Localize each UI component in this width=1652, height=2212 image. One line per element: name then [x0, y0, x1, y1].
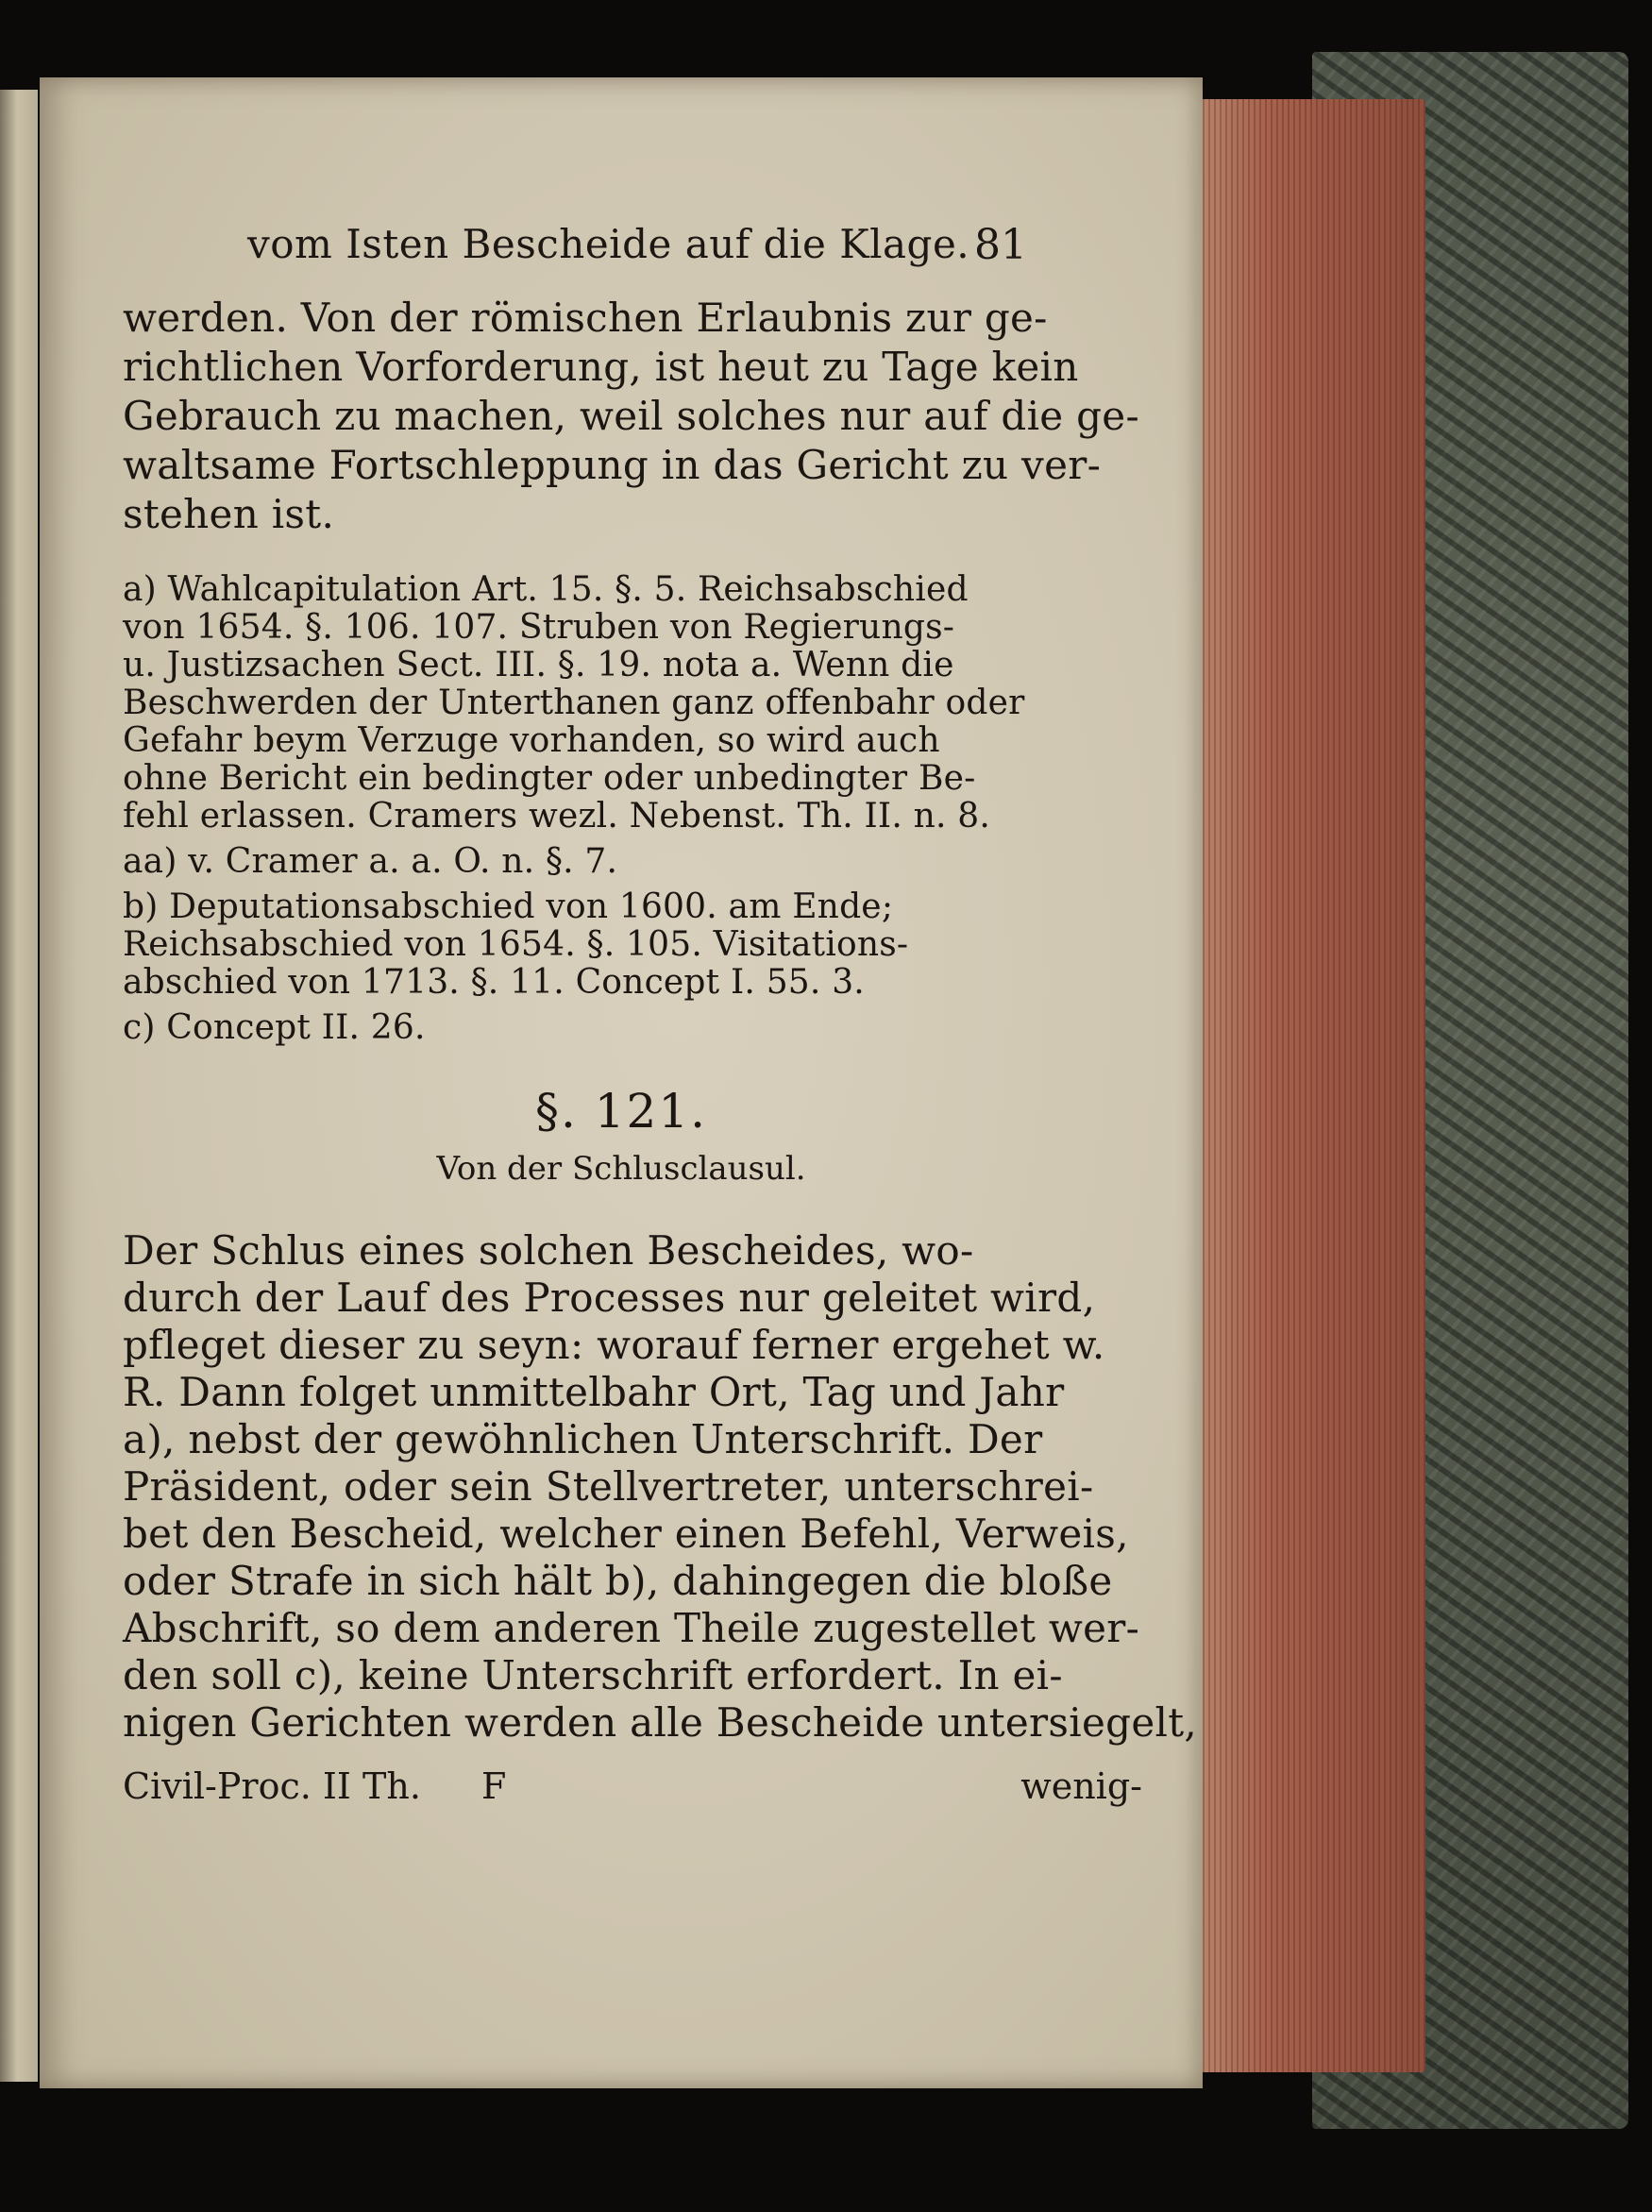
- running-head: vom Isten Bescheide auf die Klage.: [247, 221, 970, 267]
- catchword: wenig-: [1020, 1765, 1142, 1807]
- body-line: den soll c), keine Unterschrift erfordert. In ei-: [123, 1652, 1063, 1698]
- footnote-line: von 1654. §. 106. 107. Struben von Regierungs-: [123, 608, 955, 647]
- footnote-line: fehl erlassen. Cramers wezl. Nebenst. Th. II. n. 8.: [123, 797, 991, 836]
- footnote-line: c) Concept II. 26.: [123, 1008, 426, 1047]
- footnote-line: a) Wahlcapitulation Art. 15. §. 5. Reichsabschied: [123, 570, 969, 609]
- footnote-line: abschied von 1713. §. 11. Concept I. 55. 3.: [123, 963, 865, 1002]
- section-number: §. 121.: [534, 1084, 708, 1139]
- body-line: nigen Gerichten werden alle Bescheide untersiegelt,: [123, 1699, 1198, 1746]
- footnote-line: Reichsabschied von 1654. §. 105. Visitations-: [123, 925, 909, 964]
- body-line: Präsident, oder sein Stellvertreter, unterschrei-: [123, 1463, 1094, 1510]
- section-title: Von der Schlusclausul.: [436, 1150, 806, 1188]
- footnote-line: ohne Bericht ein bedingter oder unbedingter Be-: [123, 759, 976, 798]
- body-line: stehen ist.: [123, 491, 335, 537]
- footnote-line: u. Justizsachen Sect. III. §. 19. nota a. Wenn die: [123, 646, 954, 684]
- body-line: bet den Bescheid, welcher einen Befehl, Verweis,: [123, 1511, 1129, 1557]
- body-line: pfleget dieser zu seyn: worauf ferner ergehet w.: [123, 1322, 1105, 1368]
- page-number: 81: [974, 221, 1027, 269]
- body-line: werden. Von der römischen Erlaubnis zur ge-: [123, 295, 1048, 341]
- body-line: a), nebst der gewöhnlichen Unterschrift. Der: [123, 1416, 1043, 1462]
- footnote-line: Gefahr beym Verzuge vorhanden, so wird auch: [123, 721, 940, 760]
- body-line: waltsame Fortschleppung in das Gericht zu ver-: [123, 442, 1102, 488]
- left-page-edge: [0, 90, 38, 2082]
- footnote-line: b) Deputationsabschied von 1600. am Ende;: [123, 887, 894, 926]
- sheet-mark: F: [481, 1765, 507, 1807]
- page-edges: [1197, 99, 1425, 2072]
- book-page: [40, 77, 1203, 2088]
- footnote-line: aa) v. Cramer a. a. O. n. §. 7.: [123, 842, 618, 881]
- footnote-line: Beschwerden der Unterthanen ganz offenbahr oder: [123, 684, 1025, 722]
- body-line: durch der Lauf des Processes nur geleitet wird,: [123, 1275, 1096, 1321]
- body-line: oder Strafe in sich hält b), dahingegen die bloße: [123, 1558, 1113, 1604]
- body-line: richtlichen Vorforderung, ist heut zu Tage kein: [123, 344, 1079, 390]
- body-line: Der Schlus eines solchen Bescheides, wo-: [123, 1227, 974, 1274]
- body-line: R. Dann folget unmittelbahr Ort, Tag und Jahr: [123, 1369, 1065, 1415]
- body-line: Abschrift, so dem anderen Theile zugestellet wer-: [123, 1605, 1140, 1651]
- body-line: Gebrauch zu machen, weil solches nur auf die ge-: [123, 393, 1139, 439]
- signature-line: Civil-Proc. II Th.: [123, 1765, 421, 1807]
